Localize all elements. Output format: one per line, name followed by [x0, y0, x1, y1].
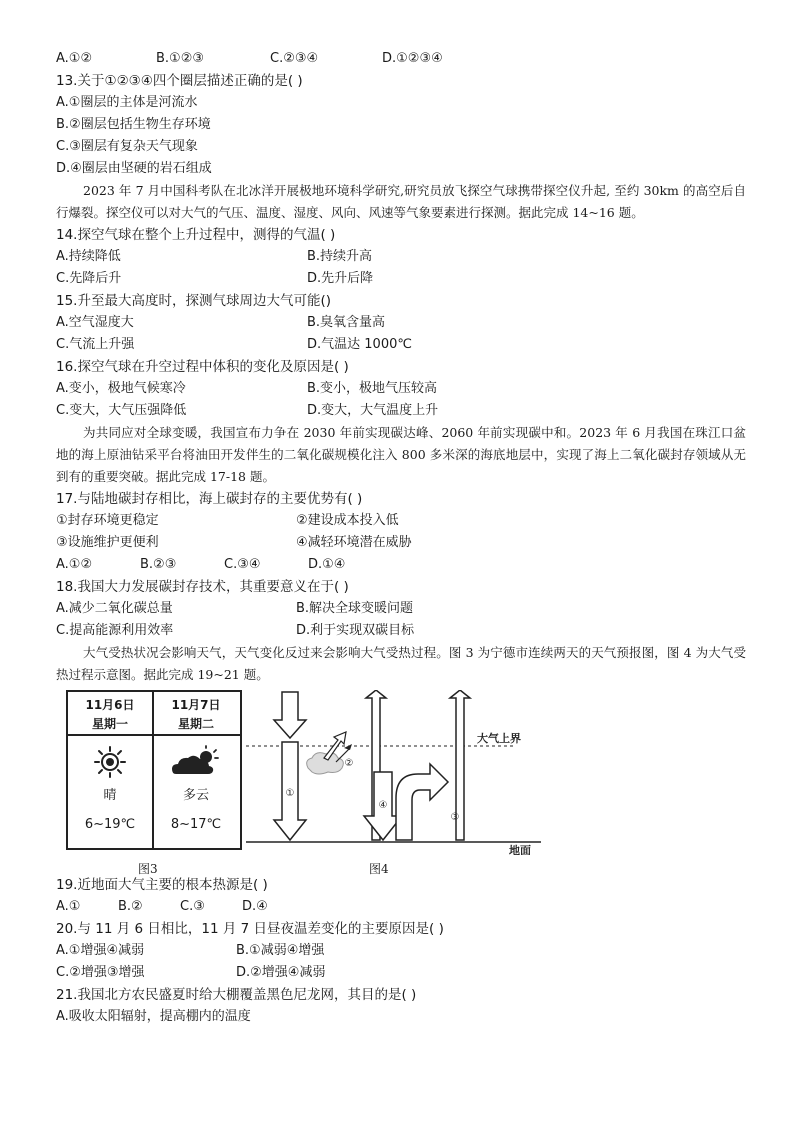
q15-stem: 15.升至最大高度时，探测气球周边大气可能() — [56, 293, 332, 309]
option: D.利于实现双碳目标 — [296, 623, 415, 638]
forecast-weekday: 星期二 — [177, 717, 214, 731]
statement-item: ①封存环境更稳定 — [56, 513, 159, 528]
q13-option-b: B.②圈层包括生物生存环境 — [56, 117, 211, 132]
option: D.先升后降 — [307, 271, 374, 286]
q14-options-row1 — [56, 246, 746, 268]
option: C.②增强③增强 — [56, 965, 145, 980]
forecast-day-2 — [154, 692, 238, 848]
diagram-label: ④ — [378, 800, 388, 811]
atmosphere-top-label: 大气上界 — [477, 732, 521, 745]
q12-options — [56, 48, 746, 70]
option: C.先降后升 — [56, 271, 122, 286]
weather-forecast-figure — [66, 690, 242, 850]
q16-options-row2 — [56, 400, 746, 422]
statement-item: ③设施维护更便利 — [56, 535, 159, 550]
diagram-label: ③ — [450, 812, 460, 823]
option: A.①② — [56, 557, 93, 572]
q15-options-row1 — [56, 312, 746, 334]
forecast-weather: 晴 — [103, 788, 117, 803]
option: C.③④ — [224, 557, 261, 572]
sun-icon — [68, 744, 152, 780]
q19-options — [56, 896, 746, 918]
option: B.①减弱④增强 — [236, 943, 325, 958]
option: D.气温达 1000℃ — [307, 337, 412, 352]
option: B.持续升高 — [307, 249, 373, 264]
q17-stem: 17.与陆地碳封存相比，海上碳封存的主要优势有( ) — [56, 491, 363, 507]
q20-options-row1 — [56, 940, 746, 962]
option: A.① — [56, 899, 81, 914]
q21-stem: 21.我国北方农民盛夏时给大棚覆盖黑色尼龙网，其目的是( ) — [56, 987, 417, 1003]
passage-17-18: 为共同应对全球变暖，我国宣布力争在 2030 年前实现碳达峰、2060 年前实现碳中和。2023 年 6 月我国在珠江口盆地的海上原油钻采平台将油田开发伴生的二氧化碳规模化注入 800 多米深的海底地层中，实现了海上二氧化碳封存领域从无到有的重要突破。据此完成 17-18 题。 — [56, 425, 746, 484]
atmosphere-heating-diagram — [246, 690, 546, 855]
passage-19-21: 大气受热状况会影响天气，天气变化反过来会影响大气受热过程。图 3 为宁德市连续两天的天气预报图，图 4 为大气受热过程示意图。据此完成 19~21 题。 — [56, 645, 746, 682]
option: B.② — [118, 899, 143, 914]
q13-option-d: D.④圈层由坚硬的岩石组成 — [56, 161, 212, 176]
statement-item: ②建设成本投入低 — [296, 513, 399, 528]
q17-items-row1 — [56, 510, 746, 532]
option: A.持续降低 — [56, 249, 121, 264]
option: B.解决全球变暖问题 — [296, 601, 414, 616]
option: B.臭氧含量高 — [307, 315, 386, 330]
option: C.气流上升强 — [56, 337, 135, 352]
q20-stem: 20.与 11 月 6 日相比，11 月 7 日昼夜温差变化的主要原因是( ) — [56, 921, 444, 937]
option: A.①② — [56, 51, 93, 66]
forecast-weekday: 星期一 — [91, 717, 128, 731]
option: A.①增强④减弱 — [56, 943, 145, 958]
q13-option-a: A.①圈层的主体是河流水 — [56, 95, 198, 110]
diagram-label: ① — [285, 788, 295, 799]
figures-row — [56, 690, 746, 874]
forecast-temperature: 8~17℃ — [170, 817, 222, 832]
forecast-temperature: 6~19℃ — [84, 817, 136, 832]
q19-stem: 19.近地面大气主要的根本热源是( ) — [56, 877, 268, 893]
q14-options-row2 — [56, 268, 746, 290]
forecast-date: 11月6日 — [85, 698, 135, 712]
option: D.①②③④ — [382, 51, 443, 66]
forecast-date: 11月7日 — [171, 698, 221, 712]
option: D.②增强④减弱 — [236, 965, 326, 980]
option: D.①④ — [308, 557, 346, 572]
option: B.②③ — [140, 557, 177, 572]
option: C.提高能源利用效率 — [56, 623, 174, 638]
option: B.变小，极地气压较高 — [307, 381, 438, 396]
forecast-weather: 多云 — [182, 788, 209, 803]
option: B.①②③ — [156, 51, 205, 66]
q17-items-row2 — [56, 532, 746, 554]
q18-stem: 18.我国大力发展碳封存技术，其重要意义在于( ) — [56, 579, 349, 595]
q13-stem: 13.关于①②③④四个圈层描述正确的是( ) — [56, 73, 303, 89]
option: D.变大，大气温度上升 — [307, 403, 439, 418]
q17-options — [56, 554, 746, 576]
q16-stem: 16.探空气球在升空过程中体积的变化及原因是( ) — [56, 359, 349, 375]
partly-cloudy-icon — [154, 744, 238, 780]
option: C.③ — [180, 899, 205, 914]
q18-options-row2 — [56, 620, 746, 642]
passage-14-16: 2023 年 7 月中国科考队在北冰洋开展极地环境科学研究,研究员放飞探空气球携带探空仪升起, 至约 30km 的高空后自行爆裂。探空仪可以对大气的气压、温度、湿度、风向、风速等气象要素进行探测。据此完成 14~16 题。 — [56, 183, 746, 220]
q20-options-row2 — [56, 962, 746, 984]
q15-options-row2 — [56, 334, 746, 356]
q21-option-a: A.吸收太阳辐射，提高棚内的温度 — [56, 1009, 251, 1024]
q13-option-c: C.③圈层有复杂天气现象 — [56, 139, 198, 154]
option: A.空气湿度大 — [56, 315, 134, 330]
option: C.②③④ — [270, 51, 319, 66]
option: C.变大，大气压强降低 — [56, 403, 187, 418]
statement-item: ④减轻环境潜在威胁 — [296, 535, 412, 550]
figure-4-caption: 图4 — [369, 862, 389, 876]
option: D.④ — [242, 899, 268, 914]
q16-options-row1 — [56, 378, 746, 400]
exam-page — [56, 48, 746, 1028]
option: A.变小，极地气候寒冷 — [56, 381, 186, 396]
figure-3-caption: 图3 — [138, 862, 158, 876]
q18-options-row1 — [56, 598, 746, 620]
option: A.减少二氧化碳总量 — [56, 601, 173, 616]
forecast-day-1 — [68, 692, 152, 848]
ground-label: 地面 — [509, 844, 531, 855]
diagram-label: ② — [344, 758, 354, 769]
q14-stem: 14.探空气球在整个上升过程中，测得的气温( ) — [56, 227, 336, 243]
